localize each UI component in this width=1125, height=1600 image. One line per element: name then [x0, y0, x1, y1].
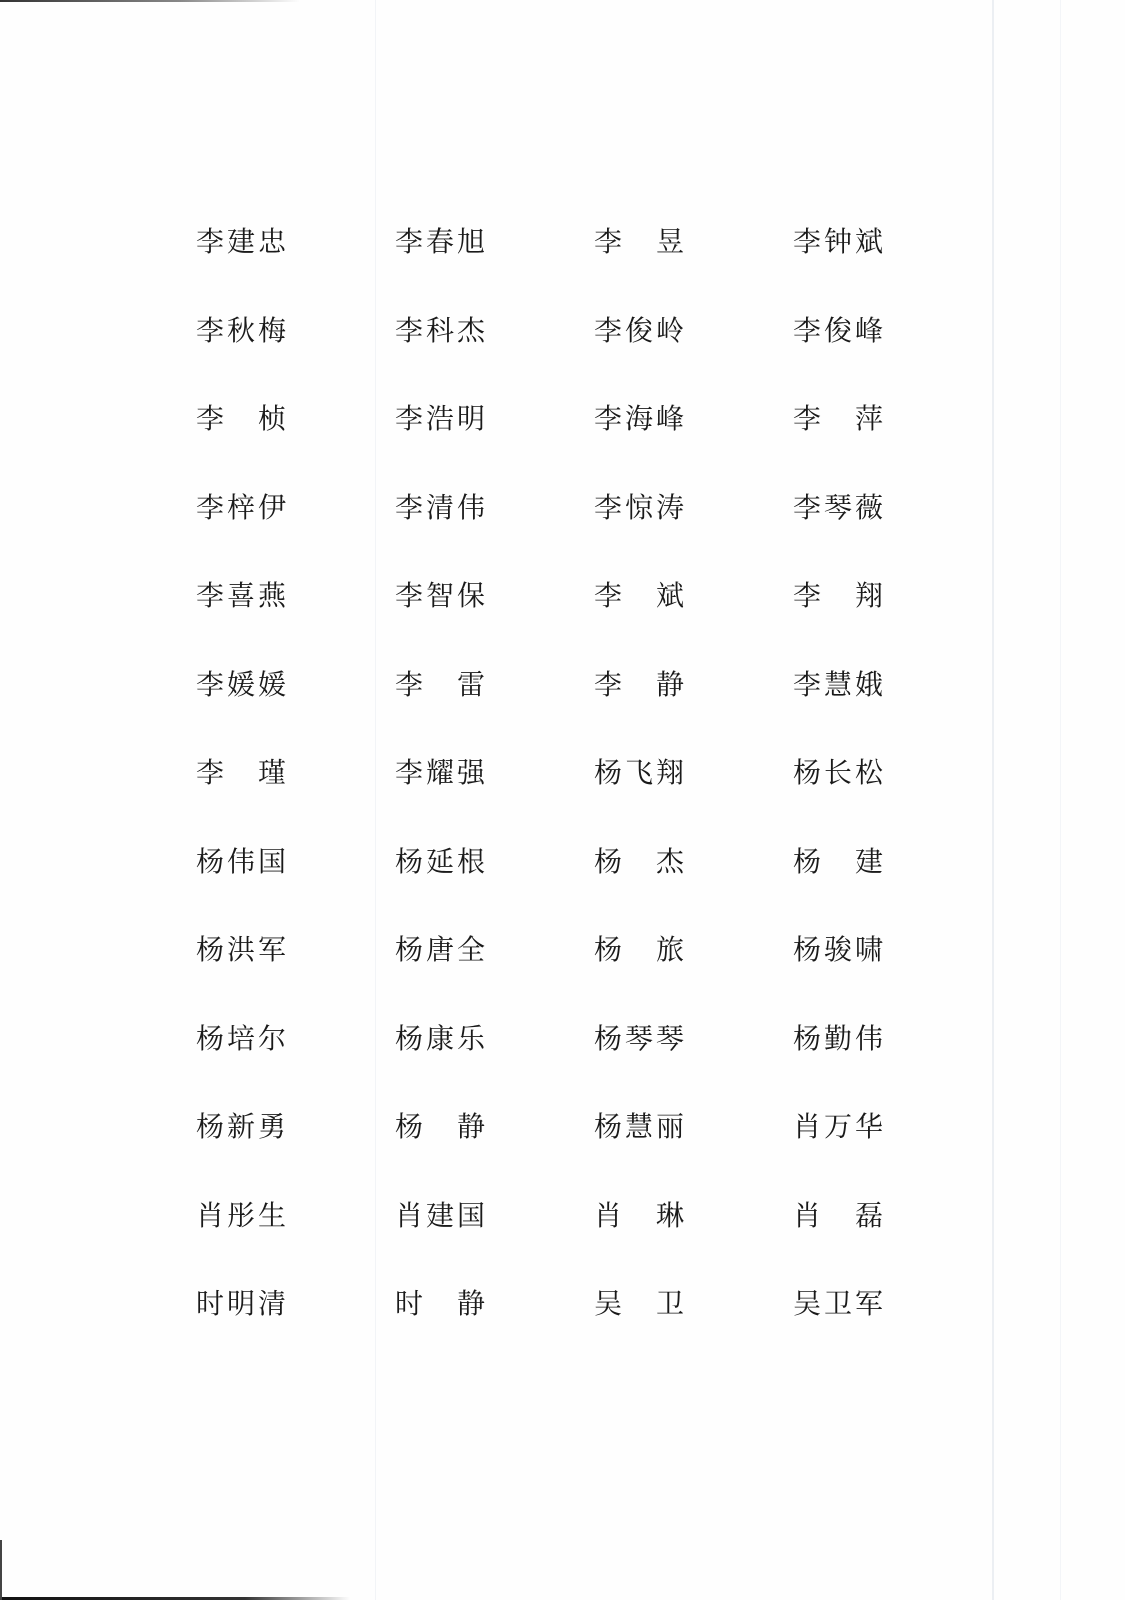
name-entry: 杨 静 — [395, 1110, 486, 1143]
name-entry: 杨 建 — [793, 844, 884, 878]
name-entry: 李 科 杰 — [395, 313, 486, 347]
name-entry: 时 静 — [395, 1287, 486, 1320]
scan-artifact-line — [992, 0, 994, 1600]
name-entry: 杨 勤 伟 — [793, 1021, 884, 1055]
name-entry: 李 浩 明 — [395, 402, 486, 435]
name-entry: 李 钟 斌 — [793, 225, 884, 258]
name-entry: 肖 磊 — [793, 1198, 884, 1232]
name-entry: 杨 旅 — [594, 933, 685, 966]
name-entry: 杨 延 根 — [395, 844, 486, 878]
name-entry: 杨 慧 丽 — [594, 1110, 685, 1143]
name-entry: 李 昱 — [594, 225, 685, 258]
name-entry: 杨 杰 — [594, 844, 685, 878]
name-entry: 李 秋 梅 — [196, 313, 287, 347]
name-entry: 杨 新 勇 — [196, 1110, 287, 1143]
name-entry: 李 斌 — [594, 579, 685, 612]
name-entry: 李 静 — [594, 667, 685, 701]
name-entry: 肖 琳 — [594, 1198, 685, 1232]
name-entry: 杨 洪 军 — [196, 933, 287, 966]
name-entry: 李 惊 涛 — [594, 490, 685, 524]
name-entry: 杨 伟 国 — [196, 844, 287, 878]
name-entry: 杨 骏 啸 — [793, 933, 884, 966]
name-entry: 李 建 忠 — [196, 225, 287, 258]
name-entry: 时 明 清 — [196, 1287, 287, 1320]
name-entry: 李 春 旭 — [395, 225, 486, 258]
name-entry: 吴 卫 — [594, 1287, 685, 1320]
name-entry: 杨 唐 全 — [395, 933, 486, 966]
name-entry: 杨 飞 翔 — [594, 756, 685, 789]
name-entry: 李 清 伟 — [395, 490, 486, 524]
name-entry: 杨 康 乐 — [395, 1021, 486, 1055]
name-entry: 李 俊 岭 — [594, 313, 685, 347]
name-entry: 李 媛 媛 — [196, 667, 287, 701]
scan-edge-top — [0, 0, 300, 2]
name-entry: 李 慧 娥 — [793, 667, 884, 701]
name-entry: 李 俊 峰 — [793, 313, 884, 347]
name-entry: 李 海 峰 — [594, 402, 685, 435]
name-entry: 李 喜 燕 — [196, 579, 287, 612]
name-entry: 杨 琴 琴 — [594, 1021, 685, 1055]
scan-edge-left — [0, 1540, 2, 1600]
name-entry: 肖 彤 生 — [196, 1198, 287, 1232]
name-entry: 吴 卫 军 — [793, 1287, 884, 1320]
name-entry: 李 智 保 — [395, 579, 486, 612]
name-entry: 李 梓 伊 — [196, 490, 287, 524]
name-list-grid — [196, 222, 992, 1373]
name-entry: 杨 培 尔 — [196, 1021, 287, 1055]
name-entry: 李 耀 强 — [395, 756, 486, 789]
name-entry: 肖 万 华 — [793, 1110, 884, 1143]
scan-artifact-line — [1060, 0, 1061, 1600]
name-entry: 肖 建 国 — [395, 1198, 486, 1232]
name-entry: 李 萍 — [793, 402, 884, 435]
name-entry: 李 琴 薇 — [793, 490, 884, 524]
name-entry: 李 雷 — [395, 667, 486, 701]
name-entry: 李 桢 — [196, 402, 287, 435]
name-entry: 李 瑾 — [196, 756, 287, 789]
name-entry: 杨 长 松 — [793, 756, 884, 789]
name-entry: 李 翔 — [793, 579, 884, 612]
